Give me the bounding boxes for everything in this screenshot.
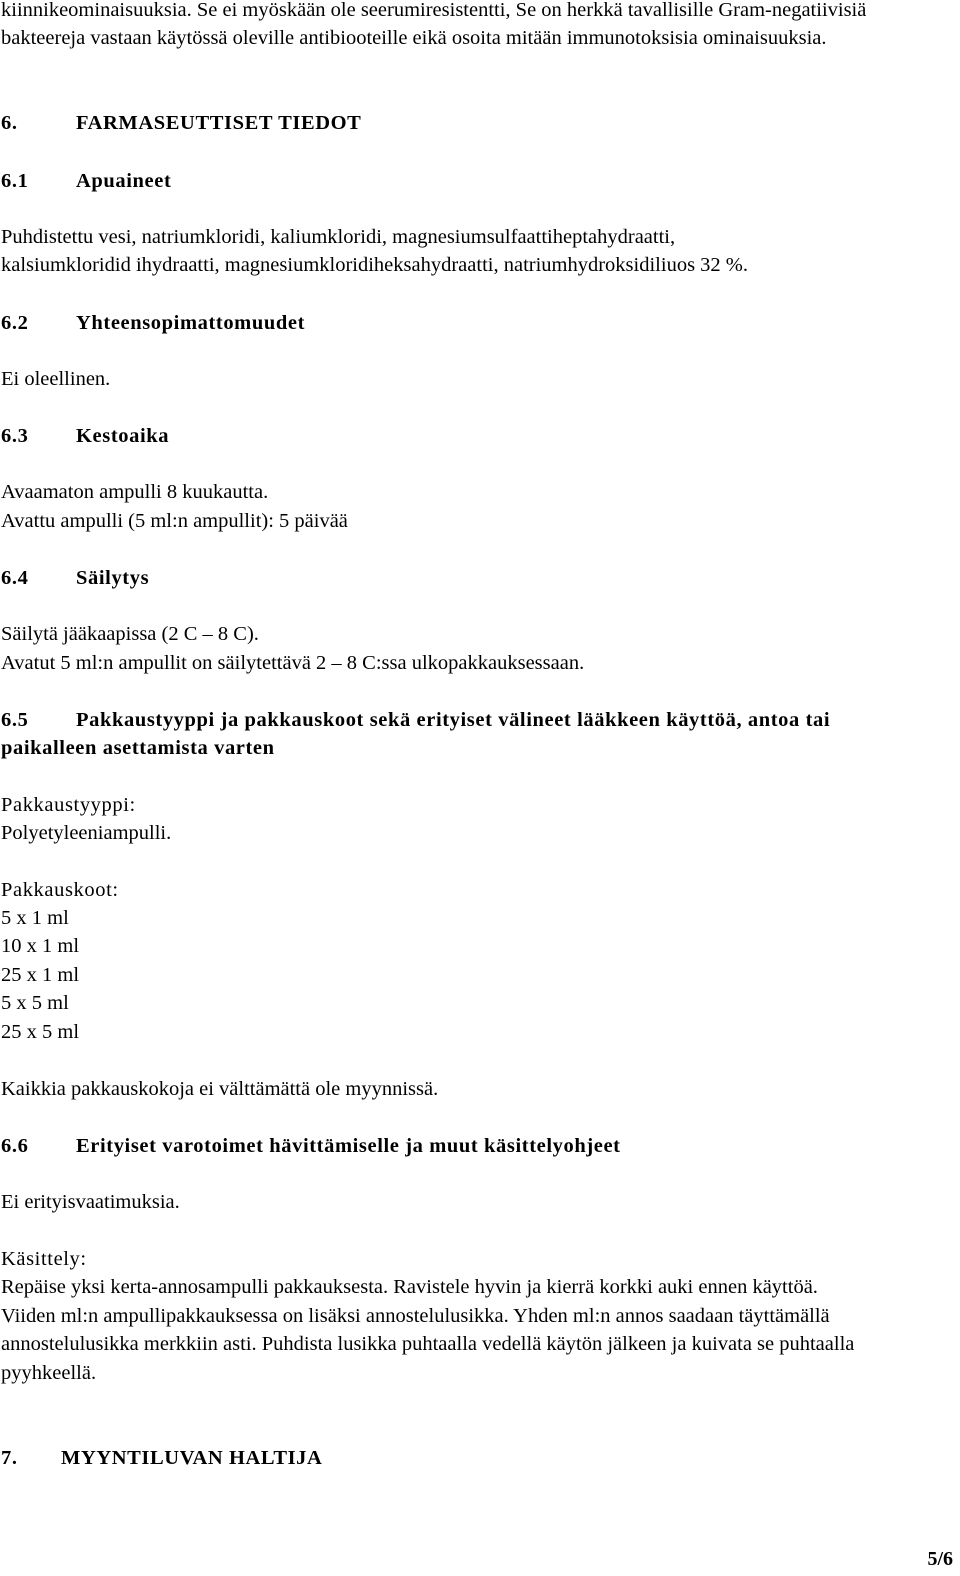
section-6-2-number: 6.2 — [1, 312, 29, 334]
section-6-5-title-line-2: paikalleen asettamista varten — [1, 737, 275, 759]
page-number: 5/6 — [927, 1548, 953, 1570]
handling-line: Repäise yksi kerta-annosampulli pakkauksesta. Ravistele hyvin ja kierrä korkki auki ennen käyttöä. — [1, 1276, 818, 1298]
package-type-value: Polyetyleeniampulli. — [1, 822, 172, 844]
package-sizes-label: Pakkauskoot: — [1, 879, 119, 901]
section-6-1-number: 6.1 — [1, 170, 29, 192]
storage-line-2: Avatut 5 ml:n ampullit on säilytettävä 2 – 8 C:ssa ulkopakkauksessaan. — [1, 652, 585, 674]
package-size-item: 10 x 1 ml — [1, 935, 80, 957]
package-size-item: 5 x 1 ml — [1, 907, 69, 929]
section-6-3-number: 6.3 — [1, 425, 29, 447]
intro-line-2: bakteereja vastaan käytössä oleville antibiooteille eikä osoita mitään immunotoksisia ominaisuuksia. — [1, 27, 827, 49]
section-6-5-heading — [1, 706, 830, 735]
section-6-4-title: Säilytys — [76, 567, 150, 589]
intro-line-1: kiinnikeominaisuuksia. Se ei myöskään ole seerumiresistentti, Se on herkkä tavallisille Gram-negatiivisiä — [1, 0, 867, 21]
section-6-6-title: Erityiset varotoimet hävittämiselle ja muut käsittelyohjeet — [76, 1135, 621, 1157]
package-type-label: Pakkaustyyppi: — [1, 794, 136, 816]
shelf-life-line-2: Avattu ampulli (5 ml:n ampullit): 5 päivää — [1, 510, 348, 532]
package-sizes-note: Kaikkia pakkauskokoja ei välttämättä ole myynnissä. — [1, 1078, 439, 1100]
section-6-3-heading — [1, 422, 169, 451]
incompatibilities-text: Ei oleellinen. — [1, 368, 111, 390]
section-6-6-number: 6.6 — [1, 1135, 29, 1157]
handling-label: Käsittely: — [1, 1248, 87, 1270]
section-6-3-title: Kestoaika — [76, 425, 170, 447]
section-6-title: FARMASEUTTISET TIEDOT — [76, 112, 362, 134]
storage-line-1: Säilytä jääkaapissa (2 C – 8 C). — [1, 623, 259, 645]
excipients-line-2: kalsiumkloridid ihydraatti, magnesiumkloridiheksahydraatti, natriumhydroksidiliuos 32 %. — [1, 254, 748, 276]
handling-line: Viiden ml:n ampullipakkauksessa on lisäksi annostelulusikka. Yhden ml:n annos saadaan täyttämällä — [1, 1305, 830, 1327]
handling-line: annostelulusikka merkkiin asti. Puhdista lusikka puhtaalla vedellä käytön jälkeen ja kuivata se puhtaalla — [1, 1333, 855, 1355]
handling-line: pyyhkeellä. — [1, 1362, 97, 1384]
section-6-5-title-line-1: Pakkaustyyppi ja pakkauskoot sekä erityiset välineet lääkkeen käyttöä, antoa tai — [76, 709, 831, 731]
section-7-heading — [1, 1444, 322, 1473]
section-6-4-number: 6.4 — [1, 567, 29, 589]
section-6-1-title: Apuaineet — [76, 170, 172, 192]
shelf-life-line-1: Avaamaton ampulli 8 kuukautta. — [1, 481, 269, 503]
section-7-number: 7. — [1, 1447, 18, 1469]
disposal-text: Ei erityisvaatimuksia. — [1, 1191, 180, 1213]
section-6-2-title: Yhteensopimattomuudet — [76, 312, 305, 334]
package-size-item: 5 x 5 ml — [1, 992, 69, 1014]
section-6-4-heading — [1, 564, 149, 593]
section-6-6-heading — [1, 1132, 621, 1161]
package-size-item: 25 x 1 ml — [1, 964, 80, 986]
section-6-number: 6. — [1, 112, 18, 134]
package-size-item: 25 x 5 ml — [1, 1021, 80, 1043]
excipients-line-1: Puhdistettu vesi, natriumkloridi, kaliumkloridi, magnesiumsulfaattiheptahydraatti, — [1, 226, 676, 248]
section-7-title: MYYNTILUVAN HALTIJA — [61, 1447, 323, 1469]
section-6-1-heading — [1, 167, 171, 196]
section-6-5-number: 6.5 — [1, 709, 29, 731]
section-6-2-heading — [1, 309, 305, 338]
section-6-heading — [1, 109, 361, 138]
